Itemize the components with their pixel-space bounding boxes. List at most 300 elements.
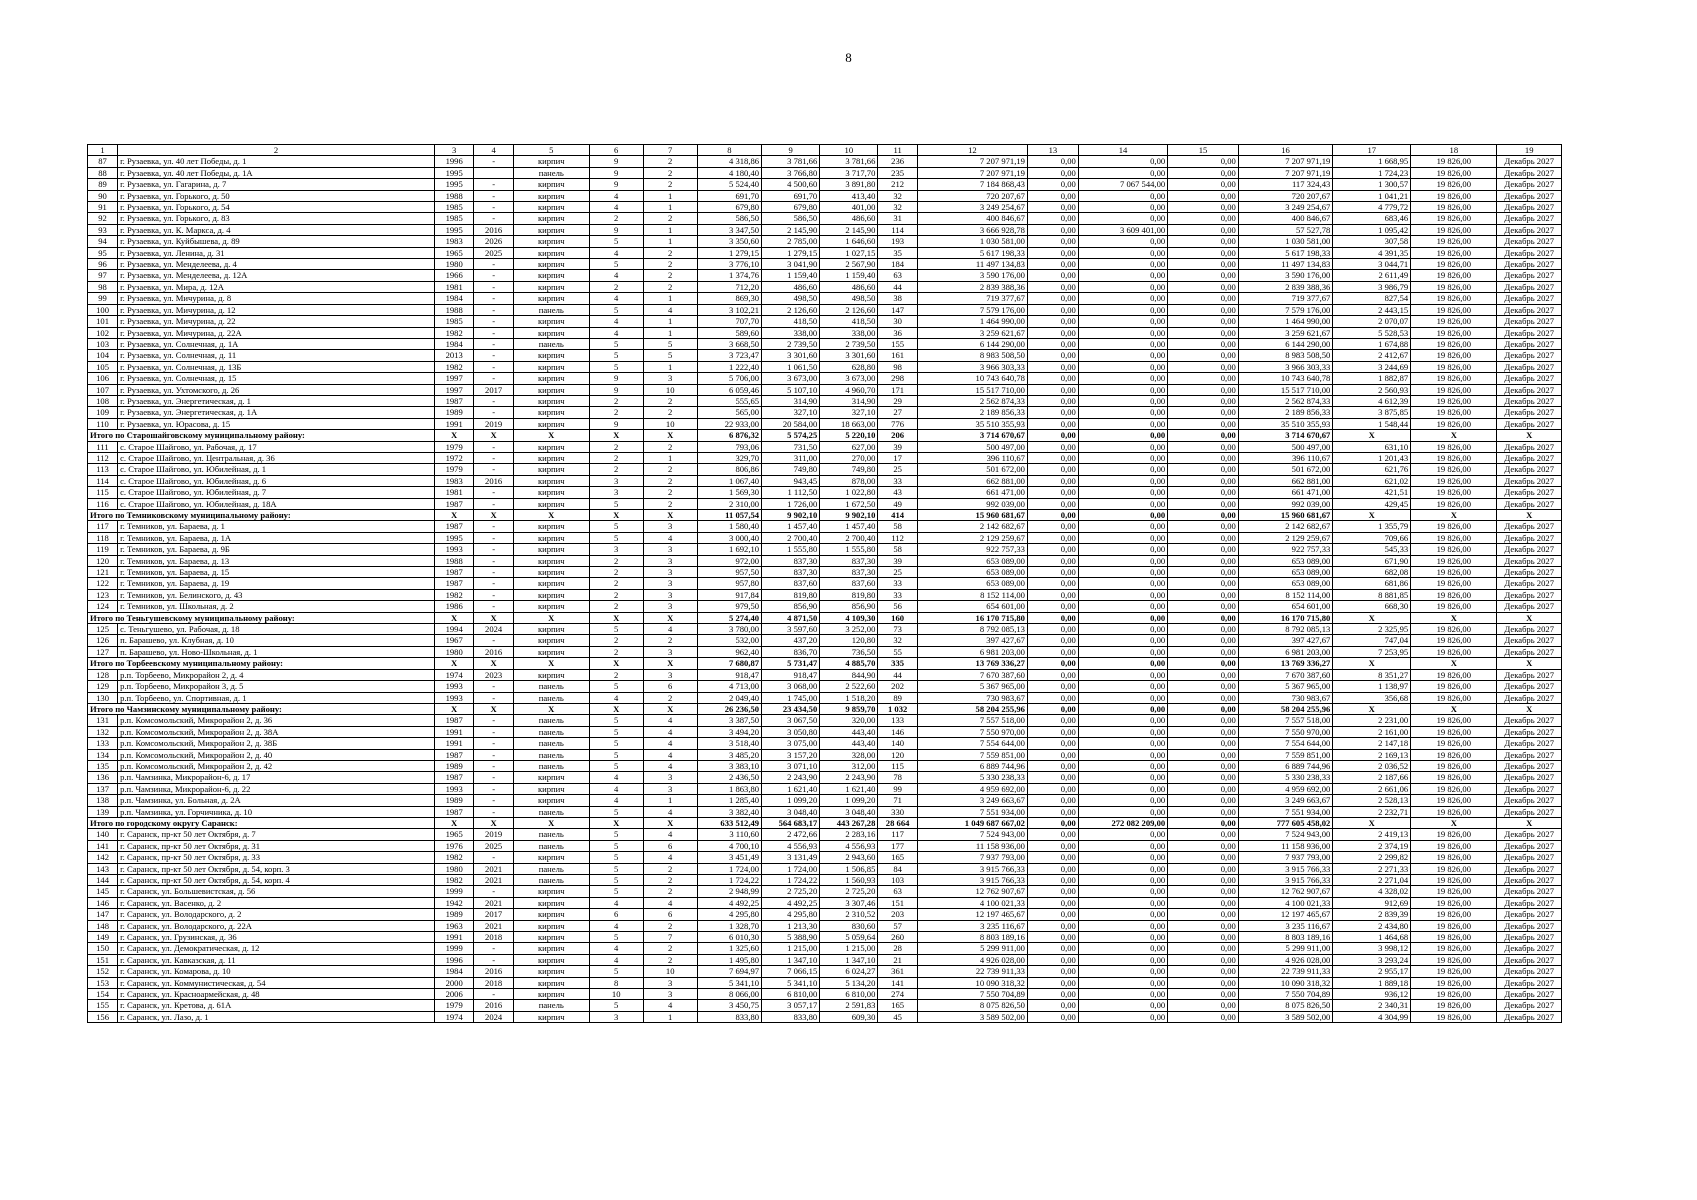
table-cell-col-8: 4 492,25	[697, 897, 761, 908]
table-cell-col-1: 112	[88, 452, 118, 463]
table-cell-col-4: -	[474, 681, 513, 692]
table-cell-col-8: 3 102,21	[697, 304, 761, 315]
table-cell-col-12: 3 590 176,00	[917, 270, 1027, 281]
table-cell-col-6: 5	[589, 304, 643, 315]
table-cell-col-6: 5	[589, 932, 643, 943]
table-cell-col-18: 19 826,00	[1411, 213, 1497, 224]
table-cell-col-9: 1 099,20	[762, 795, 820, 806]
table-cell-col-13: 0,00	[1027, 270, 1078, 281]
table-cell-col-3: 1974	[434, 1011, 473, 1022]
table-cell-col-3: X	[434, 510, 473, 521]
table-cell-col-4: -	[474, 692, 513, 703]
table-cell-col-14: 0,00	[1078, 1011, 1167, 1022]
table-cell-col-8: 3 382,40	[697, 806, 761, 817]
table-cell-col-2: г. Рузаевка, ул. Мичурина, д. 12	[118, 304, 435, 315]
table-cell-col-5: кирпич	[513, 179, 589, 190]
table-cell-col-8: 555,65	[697, 395, 761, 406]
table-cell-col-2: г. Саранск, ул. Большевистская, д. 56	[118, 886, 435, 897]
table-row	[88, 646, 1562, 657]
table-cell-col-1: 122	[88, 578, 118, 589]
table-cell-col-1: 126	[88, 635, 118, 646]
table-cell-col-19: Декабрь 2027	[1497, 236, 1562, 247]
table-cell-col-17: 2 271,04	[1333, 875, 1411, 886]
table-cell-col-18: 19 826,00	[1411, 715, 1497, 726]
table-cell-col-2: г. Саранск, ул. Володарского, д. 22А	[118, 920, 435, 931]
table-cell-col-11: 98	[878, 361, 917, 372]
table-cell-col-16: 397 427,67	[1238, 635, 1333, 646]
table-cell-col-1: 128	[88, 669, 118, 680]
table-cell-col-12: 397 427,67	[917, 635, 1027, 646]
table-cell-col-4: 2025	[474, 840, 513, 851]
table-cell-col-7: 4	[643, 760, 697, 771]
table-row	[88, 863, 1562, 874]
table-cell-col-10: 627,00	[820, 441, 878, 452]
table-cell-col-8: 957,50	[697, 567, 761, 578]
table-cell-col-9: 1 555,80	[762, 544, 820, 555]
table-cell-col-15: 0,00	[1168, 270, 1239, 281]
table-cell-col-8: 6 010,30	[697, 932, 761, 943]
table-cell-col-11: 44	[878, 669, 917, 680]
table-cell-col-15: 0,00	[1168, 327, 1239, 338]
table-cell-col-15: 0,00	[1168, 806, 1239, 817]
table-cell-col-10: 18 663,00	[820, 418, 878, 429]
table-cell-col-3: 1987	[434, 521, 473, 532]
table-cell-col-14: 0,00	[1078, 738, 1167, 749]
table-cell-col-16: 654 601,00	[1238, 601, 1333, 612]
table-cell-col-10: 2 700,40	[820, 532, 878, 543]
table-cell-col-18: 19 826,00	[1411, 1011, 1497, 1022]
table-cell-col-19: Декабрь 2027	[1497, 498, 1562, 509]
table-row	[88, 726, 1562, 737]
table-cell-col-6: X	[589, 817, 643, 828]
table-cell-col-5: X	[513, 612, 589, 623]
table-cell-col-15: 0,00	[1168, 875, 1239, 886]
table-cell-col-15: 0,00	[1168, 316, 1239, 327]
table-cell-col-6: 3	[589, 475, 643, 486]
table-cell-col-4: -	[474, 361, 513, 372]
table-cell-col-11: 115	[878, 760, 917, 771]
table-cell-col-4: -	[474, 567, 513, 578]
table-cell-col-18: 19 826,00	[1411, 202, 1497, 213]
table-cell-col-13: 0,00	[1027, 749, 1078, 760]
table-row	[88, 407, 1562, 418]
table-cell-col-1: 130	[88, 692, 118, 703]
table-cell-col-10: 498,50	[820, 293, 878, 304]
table-cell-col-8: 1 222,40	[697, 361, 761, 372]
table-cell-col-10: 2 145,90	[820, 224, 878, 235]
table-cell-col-4: -	[474, 190, 513, 201]
table-cell-col-15: 0,00	[1168, 817, 1239, 828]
table-cell-col-4: -	[474, 989, 513, 1000]
table-cell-col-4: -	[474, 270, 513, 281]
table-row	[88, 932, 1562, 943]
table-cell-col-11: 414	[878, 510, 917, 521]
table-cell-col-12: 12	[917, 145, 1027, 156]
table-cell-col-12: 4 959 692,00	[917, 783, 1027, 794]
table-row	[88, 840, 1562, 851]
table-cell-col-6: 5	[589, 350, 643, 361]
table-cell-col-18: 19 826,00	[1411, 304, 1497, 315]
table-cell-col-2: п. Барашево, ул. Ново-Школьная, д. 1	[118, 646, 435, 657]
table-cell-col-9: 2 725,20	[762, 886, 820, 897]
table-cell-col-9: 6 810,00	[762, 989, 820, 1000]
table-row	[88, 966, 1562, 977]
table-cell-col-11: 161	[878, 350, 917, 361]
table-cell-col-3: 1995	[434, 167, 473, 178]
table-cell-col-9: 5 574,25	[762, 430, 820, 441]
table-cell-col-9: 3 050,80	[762, 726, 820, 737]
table-cell-col-16: 13 769 336,27	[1238, 658, 1333, 669]
table-cell-col-17: 3 875,85	[1333, 407, 1411, 418]
table-cell-col-3: X	[434, 817, 473, 828]
table-cell-col-6: 5	[589, 681, 643, 692]
table-cell-col-14: 0,00	[1078, 806, 1167, 817]
table-cell-col-18: 19 826,00	[1411, 167, 1497, 178]
table-cell-col-9: 20 584,00	[762, 418, 820, 429]
table-cell-col-11: 27	[878, 407, 917, 418]
table-cell-col-18: 19 826,00	[1411, 544, 1497, 555]
table-cell-col-10: 3 307,46	[820, 897, 878, 908]
table-cell-col-14: 0,00	[1078, 829, 1167, 840]
table-cell-col-9: 836,70	[762, 646, 820, 657]
table-cell-col-6: 2	[589, 452, 643, 463]
table-cell-col-17: 1 882,87	[1333, 373, 1411, 384]
table-cell-col-6: 2	[589, 578, 643, 589]
table-header-row	[88, 145, 1562, 156]
table-cell-col-6: 3	[589, 1011, 643, 1022]
table-cell-col-3: 1987	[434, 578, 473, 589]
table-row	[88, 669, 1562, 680]
table-cell-col-10: 736,50	[820, 646, 878, 657]
table-cell-col-17: 621,76	[1333, 464, 1411, 475]
table-cell-col-12: 12 197 465,67	[917, 909, 1027, 920]
table-cell-col-9: 9	[762, 145, 820, 156]
table-cell-col-2: г. Саранск, пр-кт 50 лет Октября, д. 33	[118, 852, 435, 863]
table-cell-col-9: 23 434,50	[762, 703, 820, 714]
table-cell-col-10: 837,30	[820, 555, 878, 566]
table-cell-col-4: -	[474, 749, 513, 760]
table-cell-col-8: 7 694,97	[697, 966, 761, 977]
table-cell-col-1: 145	[88, 886, 118, 897]
table-cell-col-19: X	[1497, 658, 1562, 669]
table-cell-col-7: 1	[643, 224, 697, 235]
table-cell-col-19: Декабрь 2027	[1497, 567, 1562, 578]
table-cell-col-18: X	[1411, 658, 1497, 669]
table-cell-col-18: 19 826,00	[1411, 156, 1497, 167]
table-cell-col-8: 679,80	[697, 202, 761, 213]
table-cell-col-10: 830,60	[820, 920, 878, 931]
table-cell-col-7: X	[643, 510, 697, 521]
table-cell-col-9: 338,00	[762, 327, 820, 338]
table-cell-col-5: кирпич	[513, 567, 589, 578]
table-cell-col-6: 5	[589, 852, 643, 863]
table-cell-col-15: 0,00	[1168, 464, 1239, 475]
table-cell-col-17: 682,08	[1333, 567, 1411, 578]
table-cell-col-19: Декабрь 2027	[1497, 544, 1562, 555]
table-row	[88, 601, 1562, 612]
table-cell-col-5: кирпич	[513, 578, 589, 589]
table-cell-col-13: 0,00	[1027, 646, 1078, 657]
table-cell-col-2: г. Саранск, пр-кт 50 лет Октября, д. 7	[118, 829, 435, 840]
table-cell-col-13: 0,00	[1027, 555, 1078, 566]
table-cell-col-6: 5	[589, 532, 643, 543]
table-cell-col-9: 4 492,25	[762, 897, 820, 908]
table-cell-col-12: 3 259 621,67	[917, 327, 1027, 338]
table-cell-col-4: -	[474, 452, 513, 463]
table-cell-col-11: 361	[878, 966, 917, 977]
table-cell-col-4: 2017	[474, 384, 513, 395]
table-cell-col-7: 3	[643, 567, 697, 578]
table-cell-col-18: 19 826,00	[1411, 373, 1497, 384]
table-cell-col-6: 4	[589, 202, 643, 213]
table-cell-col-7: 2	[643, 179, 697, 190]
table-cell-col-8: 957,80	[697, 578, 761, 589]
table-cell-col-1: 134	[88, 749, 118, 760]
table-cell-col-1: 94	[88, 236, 118, 247]
table-cell-col-8: 26 236,50	[697, 703, 761, 714]
table-cell-col-14: 0,00	[1078, 966, 1167, 977]
table-cell-col-11: 63	[878, 270, 917, 281]
table-cell-col-10: 2 943,60	[820, 852, 878, 863]
table-cell-col-14: 0,00	[1078, 840, 1167, 851]
table-cell-col-10: 1 555,80	[820, 544, 878, 555]
table-cell-col-16: 653 089,00	[1238, 555, 1333, 566]
table-cell-col-15: 0,00	[1168, 544, 1239, 555]
table-cell-col-11: 28	[878, 943, 917, 954]
table-cell-col-10: 418,50	[820, 316, 878, 327]
table-cell-col-13: 0,00	[1027, 259, 1078, 270]
table-cell-col-10: 443,40	[820, 738, 878, 749]
table-cell-col-19: Декабрь 2027	[1497, 601, 1562, 612]
table-cell-col-4: -	[474, 635, 513, 646]
table-cell-col-14: 0,00	[1078, 407, 1167, 418]
table-cell-col-7: 3	[643, 601, 697, 612]
table-cell-col-2: г. Рузаевка, ул. К. Маркса, д. 4	[118, 224, 435, 235]
table-cell-col-8: 1 495,80	[697, 954, 761, 965]
table-cell-col-14: 0,00	[1078, 578, 1167, 589]
table-cell-col-13: 0,00	[1027, 909, 1078, 920]
table-cell-col-16: 7 579 176,00	[1238, 304, 1333, 315]
table-cell-col-1: 109	[88, 407, 118, 418]
table-cell-col-9: 3 781,66	[762, 156, 820, 167]
table-cell-col-19: Декабрь 2027	[1497, 624, 1562, 635]
table-cell-col-10: 338,00	[820, 327, 878, 338]
table-cell-col-10: 2 725,20	[820, 886, 878, 897]
table-row	[88, 954, 1562, 965]
table-cell-col-13: 0,00	[1027, 1011, 1078, 1022]
table-cell-col-5: кирпич	[513, 920, 589, 931]
table-cell-col-19: Декабрь 2027	[1497, 578, 1562, 589]
table-cell-col-16: 15 517 710,00	[1238, 384, 1333, 395]
table-cell-col-18: 19 826,00	[1411, 190, 1497, 201]
table-row	[88, 943, 1562, 954]
table-cell-col-9: 749,80	[762, 464, 820, 475]
table-cell-col-8: 3 451,49	[697, 852, 761, 863]
table-cell-col-3: 1993	[434, 692, 473, 703]
table-cell-col-5: кирпич	[513, 213, 589, 224]
table-cell-col-13: 0,00	[1027, 202, 1078, 213]
table-cell-col-2: г. Саранск, ул. Кавказская, д. 11	[118, 954, 435, 965]
table-cell-col-11: 89	[878, 692, 917, 703]
table-row	[88, 395, 1562, 406]
table-cell-col-6: 4	[589, 954, 643, 965]
table-cell-col-6: X	[589, 703, 643, 714]
table-cell-col-13: 0,00	[1027, 703, 1078, 714]
table-cell-col-19: Декабрь 2027	[1497, 875, 1562, 886]
table-cell-col-17: 1 464,68	[1333, 932, 1411, 943]
table-cell-col-7: 5	[643, 338, 697, 349]
table-cell-col-4: -	[474, 760, 513, 771]
table-cell-col-9: 837,30	[762, 567, 820, 578]
table-cell-col-7: 2	[643, 875, 697, 886]
table-cell-col-8: 3 350,60	[697, 236, 761, 247]
table-cell-col-9: 837,30	[762, 555, 820, 566]
table-cell-col-2: с. Старое Шайгово, ул. Центральная, д. 36	[118, 452, 435, 463]
table-cell-col-17: 2 434,80	[1333, 920, 1411, 931]
table-cell-col-5: кирпич	[513, 316, 589, 327]
table-cell-col-14: 0,00	[1078, 350, 1167, 361]
table-cell-col-8: 2 436,50	[697, 772, 761, 783]
table-row	[88, 521, 1562, 532]
table-cell-col-16: 1 464 990,00	[1238, 316, 1333, 327]
table-cell-col-3: 1995	[434, 532, 473, 543]
table-cell-col-13: 0,00	[1027, 840, 1078, 851]
table-cell-col-16: 1 030 581,00	[1238, 236, 1333, 247]
table-cell-col-8: 1 067,40	[697, 475, 761, 486]
table-cell-col-7: 4	[643, 829, 697, 840]
subtotal-label: Итого по городскому округу Саранск:	[88, 817, 435, 828]
table-cell-col-14: 272 082 209,00	[1078, 817, 1167, 828]
table-cell-col-5: кирпич	[513, 224, 589, 235]
table-cell-col-16: 661 471,00	[1238, 487, 1333, 498]
table-cell-col-1: 102	[88, 327, 118, 338]
table-cell-col-6: 5	[589, 726, 643, 737]
table-cell-col-17: 2 147,18	[1333, 738, 1411, 749]
table-cell-col-6: 3	[589, 544, 643, 555]
table-cell-col-13: 0,00	[1027, 863, 1078, 874]
table-cell-col-13: 0,00	[1027, 338, 1078, 349]
table-cell-col-7: 1	[643, 452, 697, 463]
table-cell-col-2: г. Рузаевка, ул. Мичурина, д. 22	[118, 316, 435, 327]
table-cell-col-14: 0,00	[1078, 259, 1167, 270]
table-cell-col-2: г. Рузаевка, ул. Солнечная, д. 15	[118, 373, 435, 384]
table-cell-col-13: 13	[1027, 145, 1078, 156]
table-cell-col-15: 0,00	[1168, 886, 1239, 897]
table-cell-col-11: 151	[878, 897, 917, 908]
table-cell-col-1: 149	[88, 932, 118, 943]
table-cell-col-3: 1991	[434, 738, 473, 749]
table-cell-col-19: Декабрь 2027	[1497, 487, 1562, 498]
table-cell-col-12: 7 579 176,00	[917, 304, 1027, 315]
table-cell-col-7: 2	[643, 441, 697, 452]
table-cell-col-3: 1989	[434, 760, 473, 771]
table-cell-col-18: 19 826,00	[1411, 236, 1497, 247]
table-cell-col-1: 132	[88, 726, 118, 737]
table-cell-col-3: 1987	[434, 498, 473, 509]
table-cell-col-10: 1 099,20	[820, 795, 878, 806]
table-row	[88, 316, 1562, 327]
table-cell-col-19: Декабрь 2027	[1497, 977, 1562, 988]
table-cell-col-8: 833,80	[697, 1011, 761, 1022]
table-cell-col-17: 936,12	[1333, 989, 1411, 1000]
table-cell-col-15: 0,00	[1168, 943, 1239, 954]
table-cell-col-15: 0,00	[1168, 920, 1239, 931]
table-cell-col-17: 2 374,19	[1333, 840, 1411, 851]
table-cell-col-6: 5	[589, 521, 643, 532]
table-cell-col-10: 2 567,90	[820, 259, 878, 270]
table-cell-col-18: X	[1411, 430, 1497, 441]
table-cell-col-19: Декабрь 2027	[1497, 989, 1562, 1000]
table-cell-col-9: 833,80	[762, 1011, 820, 1022]
table-cell-col-9: 3 075,00	[762, 738, 820, 749]
table-cell-col-13: 0,00	[1027, 875, 1078, 886]
table-cell-col-19: Декабрь 2027	[1497, 475, 1562, 486]
table-cell-col-13: 0,00	[1027, 521, 1078, 532]
table-cell-col-12: 730 983,67	[917, 692, 1027, 703]
table-cell-col-2: с. Старое Шайгово, ул. Рабочая, д. 17	[118, 441, 435, 452]
table-cell-col-18: X	[1411, 817, 1497, 828]
table-cell-col-17: 1 724,23	[1333, 167, 1411, 178]
table-row	[88, 304, 1562, 315]
table-cell-col-11: 171	[878, 384, 917, 395]
table-cell-col-12: 12 762 907,67	[917, 886, 1027, 897]
table-cell-col-16: 720 207,67	[1238, 190, 1333, 201]
table-cell-col-3: 1991	[434, 726, 473, 737]
table-cell-col-8: 3 347,50	[697, 224, 761, 235]
table-cell-col-10: 486,60	[820, 213, 878, 224]
table-cell-col-17: X	[1333, 510, 1411, 521]
table-cell-col-12: 7 551 934,00	[917, 806, 1027, 817]
table-cell-col-2: г. Темников, ул. Бараева, д. 15	[118, 567, 435, 578]
table-cell-col-6: 5	[589, 715, 643, 726]
table-cell-col-19: Декабрь 2027	[1497, 920, 1562, 931]
table-cell-col-15: 0,00	[1168, 635, 1239, 646]
table-cell-col-2: г. Саранск, ул. Васенко, д. 2	[118, 897, 435, 908]
table-cell-col-13: 0,00	[1027, 817, 1078, 828]
table-cell-col-13: 0,00	[1027, 977, 1078, 988]
table-cell-col-15: 0,00	[1168, 624, 1239, 635]
table-cell-col-16: 35 510 355,93	[1238, 418, 1333, 429]
table-cell-col-16: 8 983 508,50	[1238, 350, 1333, 361]
table-cell-col-12: 3 915 766,33	[917, 875, 1027, 886]
table-cell-col-12: 4 100 021,33	[917, 897, 1027, 908]
table-cell-col-12: 3 235 116,67	[917, 920, 1027, 931]
table-cell-col-1: 92	[88, 213, 118, 224]
table-cell-col-13: 0,00	[1027, 327, 1078, 338]
table-cell-col-17: X	[1333, 658, 1411, 669]
table-cell-col-7: 4	[643, 897, 697, 908]
table-cell-col-7: 2	[643, 943, 697, 954]
table-cell-col-14: 0,00	[1078, 863, 1167, 874]
table-cell-col-2: р.п. Торбеево, Микрорайон 2, д. 4	[118, 669, 435, 680]
table-cell-col-11: 133	[878, 715, 917, 726]
table-cell-col-19: Декабрь 2027	[1497, 407, 1562, 418]
table-cell-col-7: 2	[643, 156, 697, 167]
table-cell-col-18: 19 826,00	[1411, 578, 1497, 589]
table-cell-col-9: 1 724,00	[762, 863, 820, 874]
table-cell-col-17: 709,66	[1333, 532, 1411, 543]
table-cell-col-8: 5 706,00	[697, 373, 761, 384]
table-cell-col-4: 2016	[474, 646, 513, 657]
table-cell-col-3: 1984	[434, 338, 473, 349]
table-cell-col-6: 2	[589, 395, 643, 406]
table-cell-col-17: 1 548,44	[1333, 418, 1411, 429]
table-cell-col-11: 184	[878, 259, 917, 270]
table-cell-col-8: 918,47	[697, 669, 761, 680]
table-cell-col-4: -	[474, 532, 513, 543]
table-cell-col-18: 19 826,00	[1411, 441, 1497, 452]
table-cell-col-12: 16 170 715,80	[917, 612, 1027, 623]
